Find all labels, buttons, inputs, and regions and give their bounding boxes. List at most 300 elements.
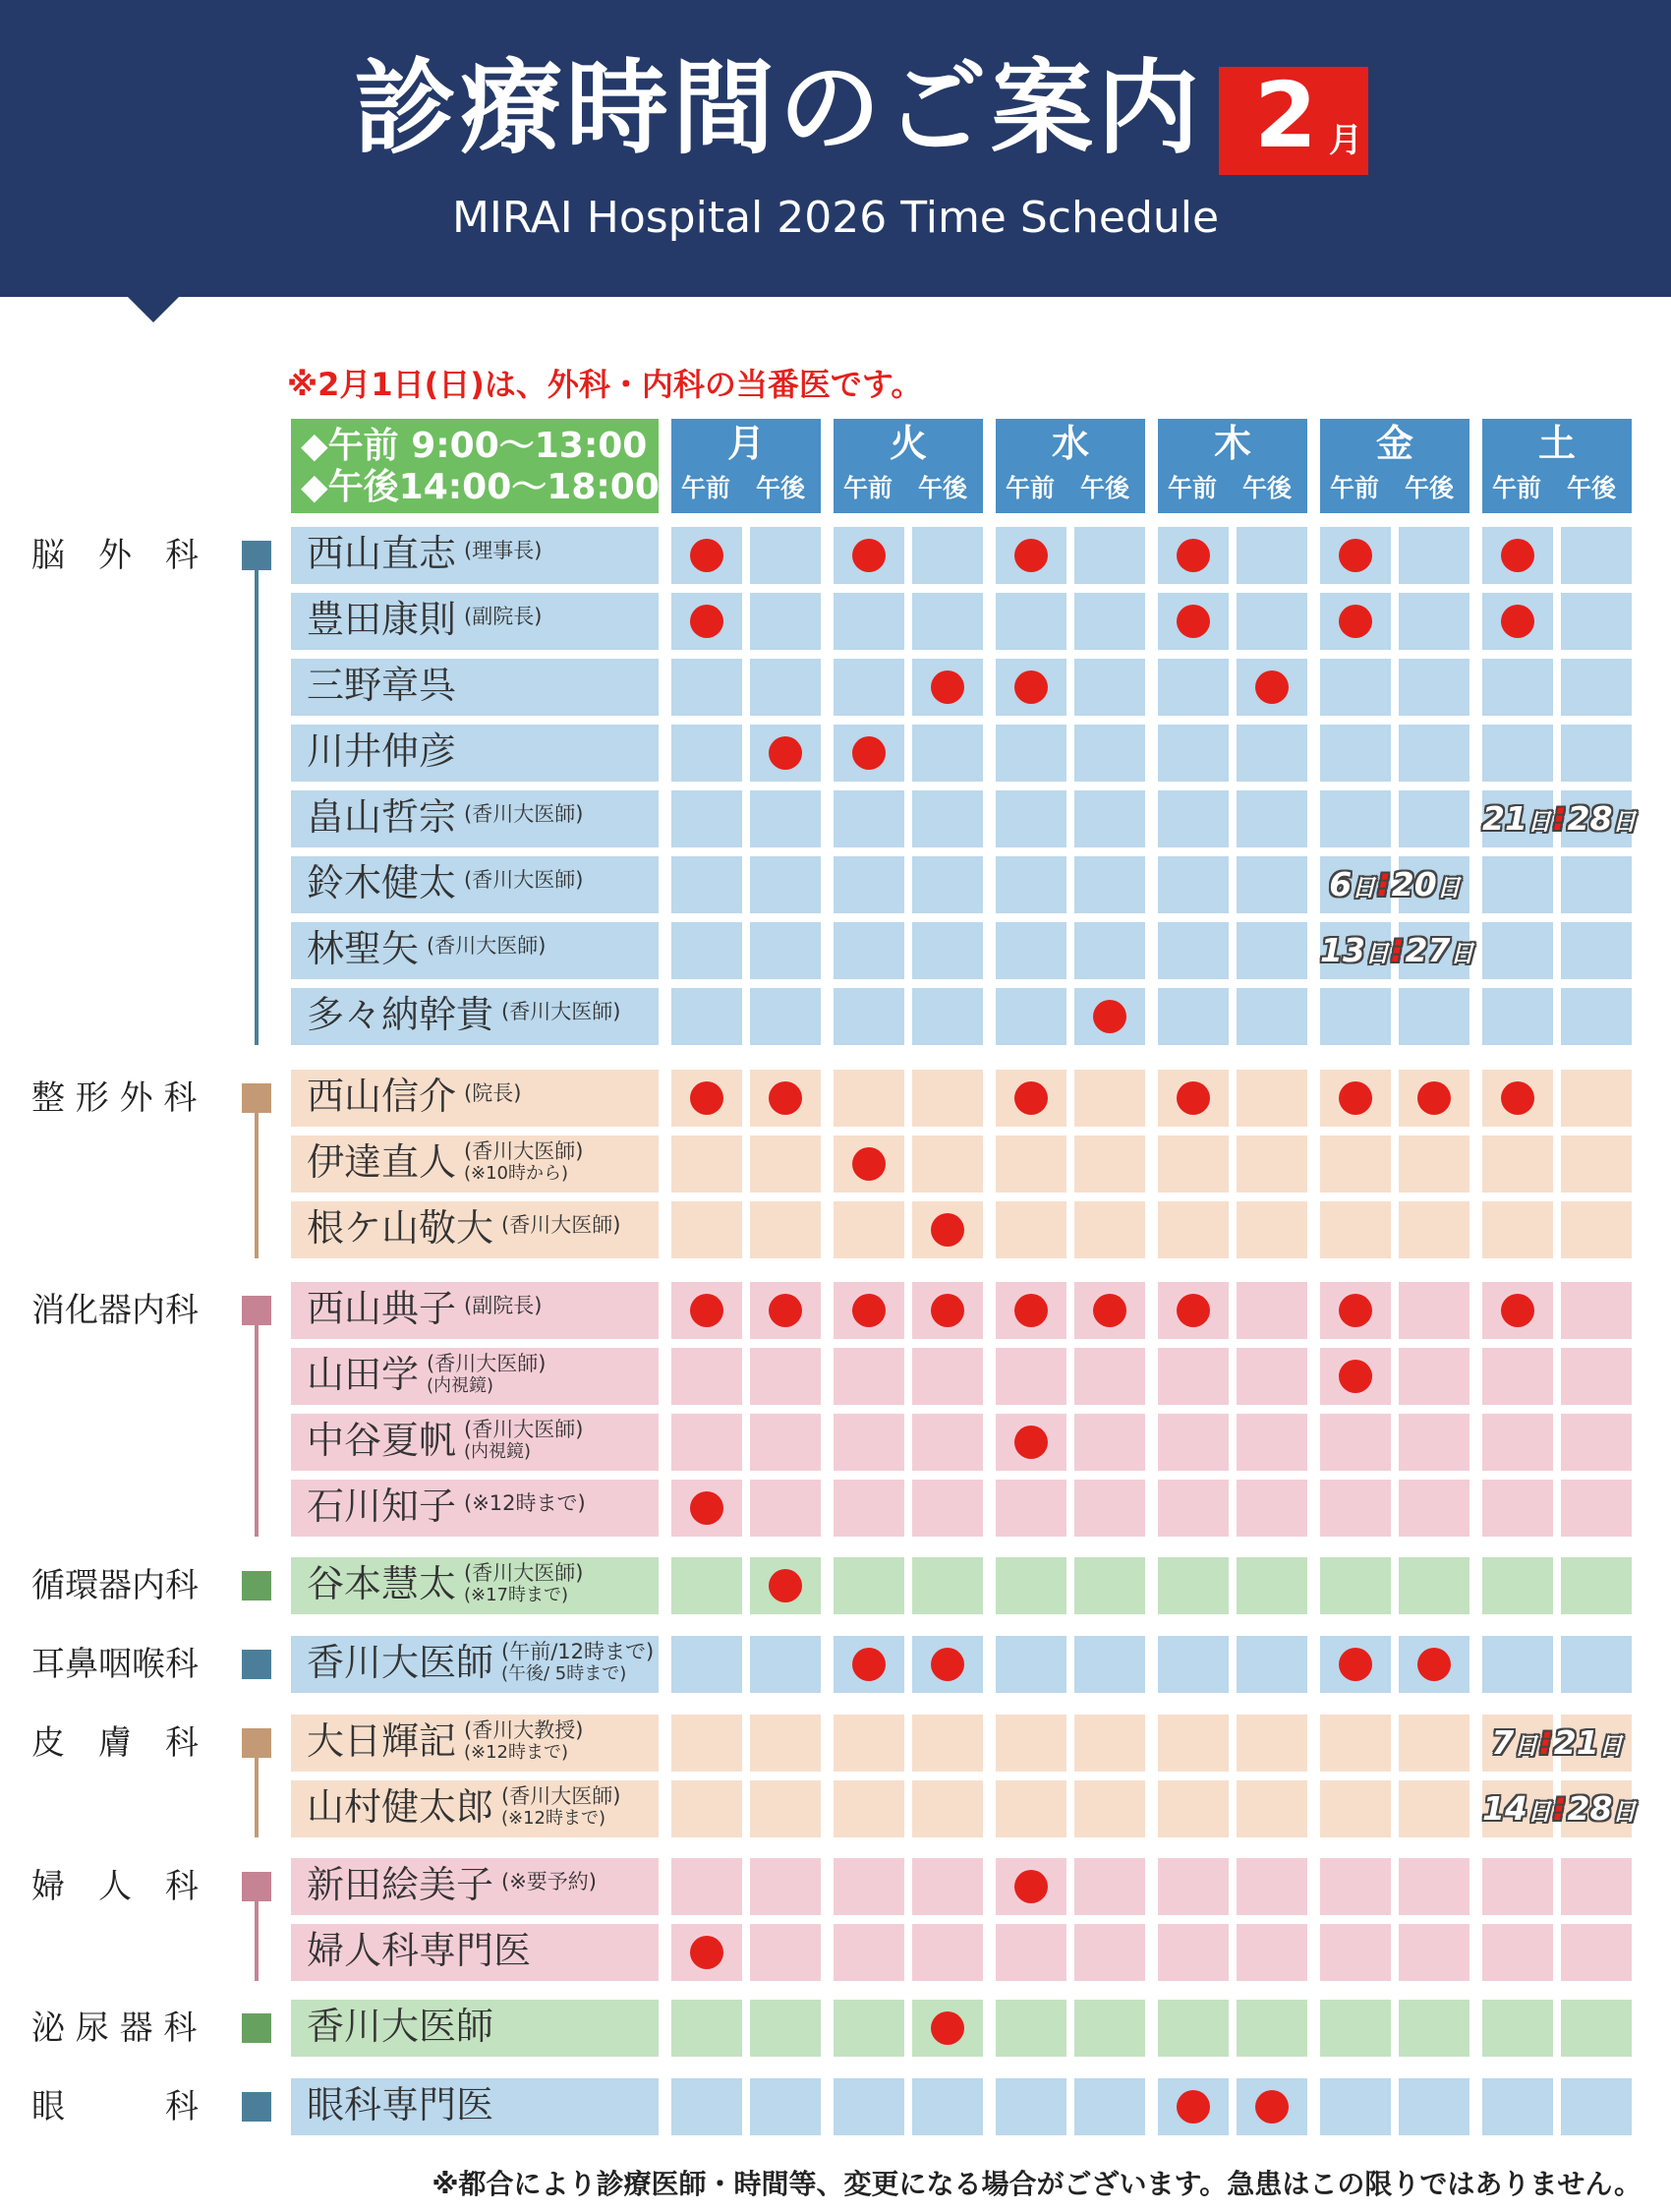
slot-cell	[912, 593, 983, 650]
doctor-name-cell	[291, 1715, 659, 1772]
slot-cell	[671, 2078, 742, 2135]
date-separator: ⁝	[1552, 1789, 1566, 1828]
slot-cell	[1074, 1282, 1145, 1339]
date-unit: 日	[1527, 808, 1551, 836]
date-second: 21	[1553, 1723, 1599, 1762]
slot-cell	[1074, 1636, 1145, 1693]
doctor-note: (副院長)	[464, 1294, 543, 1317]
slot-cell	[1237, 2078, 1307, 2135]
slot-cell	[912, 725, 983, 782]
slot-cell	[1074, 856, 1145, 913]
doctor-name: 香川大医師	[307, 1641, 494, 1684]
consultation-dot	[1014, 1081, 1048, 1115]
consultation-dot	[1014, 670, 1048, 704]
consultation-dot	[769, 1294, 802, 1327]
day-header-fri	[1320, 419, 1469, 513]
slot-cell	[671, 790, 742, 847]
date-range-label	[1482, 1715, 1632, 1772]
slot-cell	[834, 1282, 904, 1339]
slot-cell	[1237, 922, 1307, 979]
doctor-name: 中谷夏帆	[307, 1419, 457, 1462]
date-first: 7	[1491, 1723, 1515, 1762]
slot-cell	[912, 1715, 983, 1772]
doctor-name: 山田学	[307, 1353, 420, 1396]
date-range-label	[1482, 1780, 1637, 1837]
slot-cell	[671, 1924, 742, 1981]
slot-cell	[996, 1480, 1066, 1537]
doctor-name-cell	[291, 527, 659, 584]
slot-cell	[1320, 1715, 1391, 1772]
hours-am: ◆午前 9:00～13:00	[301, 426, 648, 466]
slot-cell	[834, 2000, 904, 2057]
slot-cell	[912, 1282, 983, 1339]
slot-cell	[1482, 1414, 1553, 1471]
holiday-notice: ※2月1日(日)は、外科・内科の当番医です。	[287, 366, 923, 403]
slot-cell	[996, 1070, 1066, 1127]
slot-cell	[912, 922, 983, 979]
slot-cell	[1482, 856, 1553, 913]
doctor-note-top: (香川大教授)	[464, 1718, 584, 1742]
slot-cell	[1561, 1135, 1632, 1193]
doctor-name-cell	[291, 790, 659, 847]
slot-cell	[912, 1135, 983, 1193]
slot-cell	[1482, 922, 1553, 979]
day-label: 火	[889, 422, 927, 465]
department-label: 泌 尿 器 科	[31, 2008, 198, 2048]
slot-cell	[1074, 2078, 1145, 2135]
slot-cell	[1320, 1636, 1391, 1693]
slot-cell	[1074, 1201, 1145, 1258]
slot-cell	[912, 1414, 983, 1471]
day-label: 木	[1213, 422, 1251, 465]
slot-cell	[1482, 1282, 1553, 1339]
slot-cell	[834, 1201, 904, 1258]
date-second: 28	[1567, 799, 1613, 838]
slot-cell	[912, 1858, 983, 1915]
consultation-dot	[1339, 1360, 1372, 1393]
department-color-marker	[242, 1083, 271, 1113]
day-label: 金	[1375, 422, 1413, 465]
slot-cell	[1561, 1858, 1632, 1915]
slot-cell	[1237, 1201, 1307, 1258]
slot-cell	[996, 1557, 1066, 1614]
slot-cell	[1482, 1636, 1553, 1693]
slot-cell	[750, 1201, 821, 1258]
consultation-dot	[769, 1081, 802, 1115]
slot-cell	[1158, 1135, 1229, 1193]
date-range-label	[1482, 790, 1637, 847]
date-separator: ⁝	[1390, 931, 1404, 969]
slot-cell	[1158, 1924, 1229, 1981]
slot-cell	[1158, 1282, 1229, 1339]
am-label: 午前	[1330, 474, 1380, 502]
doctor-name-cell	[291, 1414, 659, 1471]
doctor-name: 香川大医師	[307, 2005, 494, 2048]
slot-cell	[1158, 593, 1229, 650]
doctor-name: 伊達直人	[307, 1140, 457, 1184]
doctor-name: 新田絵美子	[307, 1863, 494, 1906]
slot-cell	[1399, 1780, 1469, 1837]
slot-cell	[1482, 593, 1553, 650]
slot-cell	[1482, 659, 1553, 716]
slot-cell	[1320, 1780, 1391, 1837]
slot-cell	[834, 725, 904, 782]
slot-cell	[1237, 856, 1307, 913]
consultation-dot	[1417, 1648, 1451, 1681]
slot-cell	[1158, 527, 1229, 584]
slot-cell	[1320, 1201, 1391, 1258]
slot-cell	[834, 1414, 904, 1471]
doctor-name: 根ケ山敬大	[307, 1206, 494, 1250]
pm-label: 午後	[756, 474, 806, 502]
consultation-dot	[1014, 1426, 1048, 1459]
date-second: 20	[1391, 865, 1437, 903]
slot-cell	[996, 1715, 1066, 1772]
slot-cell	[1237, 1282, 1307, 1339]
slot-cell	[750, 1924, 821, 1981]
slot-cell	[1237, 1480, 1307, 1537]
slot-cell	[1399, 1557, 1469, 1614]
slot-cell	[750, 1135, 821, 1193]
slot-cell	[912, 1636, 983, 1693]
doctor-name-cell	[291, 659, 659, 716]
slot-cell	[1158, 659, 1229, 716]
slot-cell	[1561, 988, 1632, 1045]
doctor-note-top: (香川大医師)	[464, 1561, 584, 1585]
slot-cell	[1320, 1557, 1391, 1614]
pm-label: 午後	[1080, 474, 1130, 502]
slot-cell	[1158, 856, 1229, 913]
slot-cell	[1237, 790, 1307, 847]
department-bracket-line	[255, 570, 259, 1045]
hours-pm: ◆午後14:00～18:00	[301, 467, 660, 507]
doctor-name-cell	[291, 1557, 659, 1614]
department-label: 整 形 外 科	[31, 1078, 198, 1118]
pm-label: 午後	[1567, 474, 1617, 502]
doctor-name: 眼科専門医	[307, 2083, 494, 2126]
slot-cell	[671, 988, 742, 1045]
slot-cell	[1074, 1480, 1145, 1537]
slot-cell	[750, 527, 821, 584]
slot-cell	[1158, 1414, 1229, 1471]
slot-cell	[750, 2078, 821, 2135]
slot-cell	[1561, 922, 1632, 979]
slot-cell	[671, 527, 742, 584]
slot-cell	[1482, 988, 1553, 1045]
slot-cell	[750, 1557, 821, 1614]
doctor-name: 西山直志	[307, 532, 457, 575]
slot-cell	[996, 1414, 1066, 1471]
slot-cell	[1482, 1858, 1553, 1915]
slot-cell	[671, 659, 742, 716]
slot-cell	[1320, 1282, 1391, 1339]
slot-cell	[1237, 527, 1307, 584]
slot-cell	[1158, 1636, 1229, 1693]
doctor-note-bottom: (午後/ 5時まで)	[501, 1663, 627, 1684]
slot-cell	[996, 988, 1066, 1045]
slot-cell	[1237, 1636, 1307, 1693]
consultation-dot	[1255, 670, 1289, 704]
slot-cell	[1399, 659, 1469, 716]
slot-cell	[1237, 1924, 1307, 1981]
date-unit: 日	[1514, 1732, 1538, 1760]
slot-cell	[1237, 725, 1307, 782]
slot-cell	[1399, 2000, 1469, 2057]
consultation-dot	[852, 1294, 886, 1327]
doctor-name-cell	[291, 725, 659, 782]
date-unit: 日	[1527, 1798, 1551, 1826]
month-badge	[1219, 63, 1368, 175]
slot-cell	[1561, 1348, 1632, 1405]
consultation-dot	[1014, 1870, 1048, 1903]
doctor-name-cell	[291, 593, 659, 650]
slot-cell	[834, 922, 904, 979]
slot-cell	[996, 1282, 1066, 1339]
slot-cell	[1561, 1636, 1632, 1693]
slot-cell	[1482, 2000, 1553, 2057]
consultation-dot	[1417, 1081, 1451, 1115]
slot-cell	[1074, 1924, 1145, 1981]
slot-cell	[671, 1135, 742, 1193]
slot-cell	[1074, 922, 1145, 979]
slot-cell	[1482, 1348, 1553, 1405]
doctor-note-bottom: (※12時まで)	[501, 1808, 606, 1829]
slot-cell	[671, 1414, 742, 1471]
slot-cell	[1074, 1070, 1145, 1127]
slot-cell	[1561, 1924, 1632, 1981]
consultation-dot	[690, 1081, 723, 1115]
slot-cell	[1158, 1780, 1229, 1837]
slot-cell	[1320, 593, 1391, 650]
slot-cell	[1320, 988, 1391, 1045]
slot-cell	[750, 922, 821, 979]
slot-cell	[750, 2000, 821, 2057]
slot-cell	[1158, 1715, 1229, 1772]
doctor-note-bottom: (※17時まで)	[464, 1585, 569, 1605]
slot-cell	[1320, 725, 1391, 782]
slot-cell	[1158, 725, 1229, 782]
date-unit: 日	[1612, 808, 1637, 836]
slot-cell	[1561, 593, 1632, 650]
department-label: 循環器内科	[31, 1566, 199, 1605]
doctor-note-top: (午前/12時まで)	[501, 1640, 655, 1663]
slot-cell	[1561, 2000, 1632, 2057]
consultation-dot	[852, 736, 886, 770]
slot-cell	[1237, 659, 1307, 716]
slot-cell	[1320, 1858, 1391, 1915]
slot-cell	[912, 1201, 983, 1258]
consultation-dot	[1339, 1081, 1372, 1115]
slot-cell	[750, 1070, 821, 1127]
date-separator: ⁝	[1552, 799, 1566, 838]
doctor-note-bottom: (内視鏡)	[464, 1441, 532, 1462]
slot-cell	[1399, 1348, 1469, 1405]
slot-cell	[1320, 1414, 1391, 1471]
slot-cell	[750, 1715, 821, 1772]
header-banner	[0, 0, 1671, 297]
date-unit: 日	[1352, 874, 1376, 902]
slot-cell	[1561, 725, 1632, 782]
date-unit: 日	[1612, 1798, 1637, 1826]
slot-cell	[996, 1636, 1066, 1693]
consultation-dot	[1177, 605, 1210, 638]
doctor-name: 西山典子	[307, 1287, 457, 1330]
department-label: 耳鼻咽喉科	[31, 1645, 199, 1684]
doctor-note: (香川大医師)	[501, 1000, 621, 1023]
slot-cell	[996, 1348, 1066, 1405]
pm-label: 午後	[1405, 474, 1455, 502]
consultation-dot	[690, 1294, 723, 1327]
slot-cell	[1320, 1480, 1391, 1537]
doctor-note-bottom: (※10時から)	[464, 1163, 569, 1184]
slot-cell	[1482, 527, 1553, 584]
consultation-dot	[852, 1147, 886, 1181]
slot-cell	[1320, 2000, 1391, 2057]
slot-cell	[1237, 593, 1307, 650]
slot-cell	[1074, 2000, 1145, 2057]
slot-cell	[996, 1858, 1066, 1915]
date-unit: 日	[1598, 1732, 1623, 1760]
slot-cell	[671, 1348, 742, 1405]
slot-cell	[996, 1201, 1066, 1258]
doctor-name-cell	[291, 2000, 659, 2057]
slot-cell	[1320, 659, 1391, 716]
slot-cell	[834, 1924, 904, 1981]
slot-cell	[996, 1924, 1066, 1981]
slot-cell	[750, 1282, 821, 1339]
slot-cell	[1482, 725, 1553, 782]
slot-cell	[671, 593, 742, 650]
doctor-note-bottom: (内視鏡)	[427, 1375, 494, 1396]
doctor-name-cell	[291, 2078, 659, 2135]
slot-cell	[1482, 2078, 1553, 2135]
slot-cell	[1320, 1070, 1391, 1127]
slot-cell	[1561, 1070, 1632, 1127]
slot-cell	[1399, 593, 1469, 650]
slot-cell	[834, 593, 904, 650]
slot-cell	[671, 856, 742, 913]
page-title: 診療時間のご案内	[354, 48, 1204, 168]
slot-cell	[1074, 1348, 1145, 1405]
slot-cell	[1320, 1135, 1391, 1193]
slot-cell	[996, 725, 1066, 782]
slot-cell	[1158, 2078, 1229, 2135]
doctor-name: 大日輝記	[307, 1719, 457, 1763]
department-color-marker	[242, 1296, 271, 1325]
slot-cell	[1074, 1715, 1145, 1772]
slot-cell	[834, 2078, 904, 2135]
doctor-note-top: (香川大医師)	[427, 1352, 547, 1375]
slot-cell	[1320, 2078, 1391, 2135]
slot-cell	[996, 659, 1066, 716]
slot-cell	[912, 1480, 983, 1537]
slot-cell	[1158, 1480, 1229, 1537]
doctor-note-bottom: (※12時まで)	[464, 1742, 569, 1763]
slot-cell	[750, 1780, 821, 1837]
doctor-name-cell	[291, 1780, 659, 1837]
doctor-name-cell	[291, 1858, 659, 1915]
doctor-name: 林聖矢	[307, 927, 420, 970]
slot-cell	[750, 988, 821, 1045]
department-color-marker	[242, 2092, 271, 2122]
slot-cell	[1158, 1348, 1229, 1405]
slot-cell	[996, 593, 1066, 650]
slot-cell	[1074, 659, 1145, 716]
date-first: 6	[1329, 865, 1353, 903]
pm-label: 午後	[1242, 474, 1293, 502]
consultation-dot	[931, 2011, 964, 2045]
day-header-sat	[1482, 419, 1632, 513]
slot-cell	[671, 1715, 742, 1772]
department-bracket-line	[255, 1325, 259, 1537]
consultation-dot	[1014, 1294, 1048, 1327]
pm-label: 午後	[918, 474, 968, 502]
slot-cell	[912, 1070, 983, 1127]
am-label: 午前	[843, 474, 893, 502]
consultation-dot	[1255, 2090, 1289, 2124]
footer-disclaimer: ※都合により診療医師・時間等、変更になる場合がございます。急患はこの限りではありません。	[432, 2168, 1642, 2200]
slot-cell	[671, 1282, 742, 1339]
slot-cell	[834, 1070, 904, 1127]
doctor-name-cell	[291, 1070, 659, 1127]
slot-cell	[1482, 1135, 1553, 1193]
slot-cell	[1482, 1924, 1553, 1981]
slot-cell	[1158, 1201, 1229, 1258]
doctor-note: (副院長)	[464, 605, 543, 628]
slot-cell	[1399, 527, 1469, 584]
slot-cell	[996, 1135, 1066, 1193]
slot-cell	[912, 527, 983, 584]
doctor-note: (香川大医師)	[464, 868, 584, 892]
doctor-name-cell	[291, 922, 659, 979]
slot-cell	[750, 725, 821, 782]
slot-cell	[671, 1636, 742, 1693]
slot-cell	[1399, 1924, 1469, 1981]
doctor-note: (香川大医師)	[427, 934, 547, 958]
slot-cell	[996, 790, 1066, 847]
department-color-marker	[242, 1728, 271, 1758]
slot-cell	[912, 2000, 983, 2057]
slot-cell	[1561, 1414, 1632, 1471]
slot-cell	[834, 659, 904, 716]
slot-cell	[912, 988, 983, 1045]
department-label: 婦 人 科	[31, 1867, 199, 1906]
slot-cell	[834, 1780, 904, 1837]
slot-cell	[671, 2000, 742, 2057]
date-separator: ⁝	[1377, 865, 1390, 903]
doctor-name-cell	[291, 856, 659, 913]
slot-cell	[1320, 790, 1391, 847]
slot-cell	[1074, 988, 1145, 1045]
slot-cell	[750, 659, 821, 716]
slot-cell	[1399, 1636, 1469, 1693]
date-second: 27	[1405, 931, 1451, 969]
slot-cell	[1074, 593, 1145, 650]
slot-cell	[1399, 725, 1469, 782]
slot-cell	[750, 1480, 821, 1537]
department-bracket-line	[255, 1113, 259, 1258]
slot-cell	[1237, 1135, 1307, 1193]
department-color-marker	[242, 541, 271, 570]
slot-cell	[1237, 988, 1307, 1045]
slot-cell	[834, 1348, 904, 1405]
slot-cell	[1237, 2000, 1307, 2057]
slot-cell	[1399, 790, 1469, 847]
doctor-note: (院長)	[464, 1081, 522, 1105]
doctor-name: 西山信介	[307, 1075, 457, 1118]
consultation-dot	[931, 1213, 964, 1247]
date-first: 21	[1482, 799, 1527, 838]
